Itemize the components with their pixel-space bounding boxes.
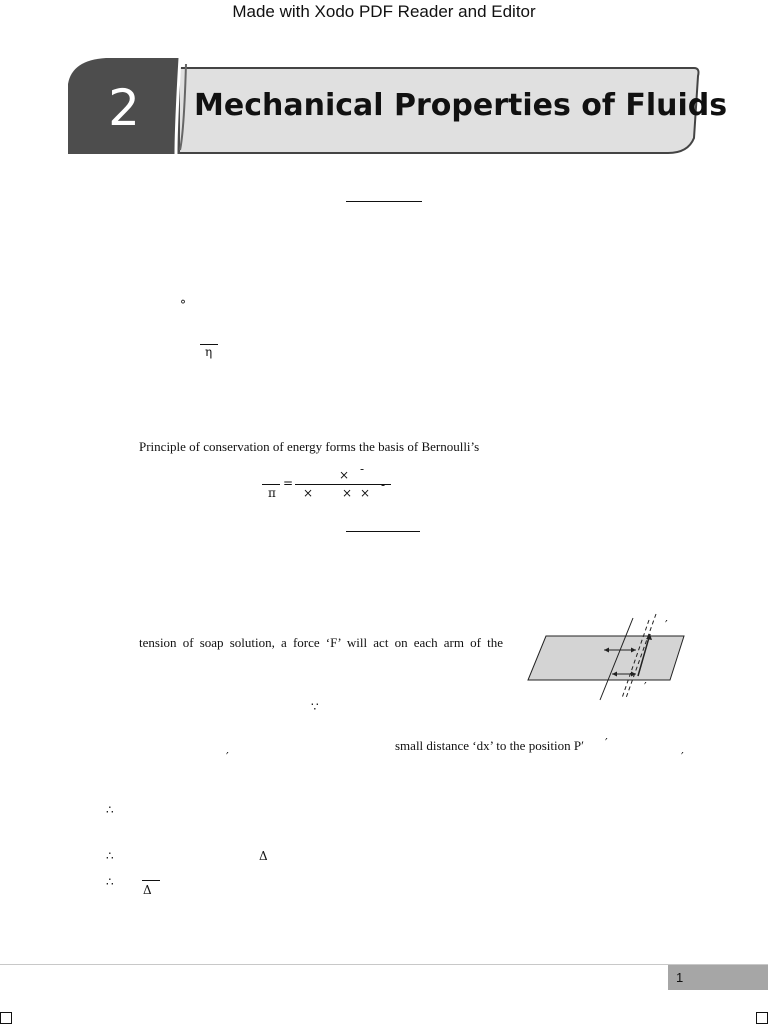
section-rule-middle (346, 531, 420, 532)
therefore-symbol-2: ∴ (106, 849, 114, 863)
times-sign-den-2: × (342, 486, 353, 500)
footer-rule (0, 964, 768, 965)
prime-mark-diagram-top: ′ (665, 618, 668, 632)
prime-mark-2: ′ (226, 750, 229, 764)
delta-symbol-2: Δ (143, 883, 152, 897)
watermark: Made with Xodo PDF Reader and Editor (232, 2, 536, 21)
page-number-box (668, 965, 768, 990)
soap-film-frame-diagram (526, 612, 686, 712)
fraction-bar-delta (142, 880, 160, 881)
equals-sign: = (283, 476, 294, 490)
delta-symbol-1: Δ (259, 849, 268, 863)
pi-symbol: π (268, 486, 276, 500)
times-sign-num: × (339, 468, 350, 482)
prime-mark-3: ′ (681, 750, 684, 764)
small-distance-text: small distance ‘dx’ to the position P′ (395, 738, 584, 753)
times-sign-den-1: × (303, 486, 314, 500)
therefore-symbol-3: ∴ (106, 875, 114, 889)
minus-sign-den: - (381, 478, 386, 492)
corner-box-right (756, 1012, 768, 1024)
fraction-bar-right (295, 484, 391, 485)
times-sign-den-3: × (360, 486, 371, 500)
page-number: 1 (676, 970, 684, 985)
bernoulli-basis-text: Principle of conservation of energy forms the basis of Bernoulli’s (139, 439, 480, 454)
soap-tension-text: tension of soap solution, a force ‘F’ will act on each arm of the (139, 635, 503, 650)
section-rule-top (346, 201, 422, 202)
because-symbol: ∵ (311, 700, 319, 714)
minus-sign-num: - (360, 462, 365, 476)
therefore-symbol-1: ∴ (106, 803, 114, 817)
prime-mark-1: ′ (605, 736, 608, 750)
eta-symbol: η (205, 345, 213, 359)
corner-box-left (0, 1012, 12, 1024)
degree-symbol: ° (180, 298, 186, 312)
fraction-bar-left (262, 484, 280, 485)
chapter-title: Mechanical Properties of Fluids (194, 88, 728, 123)
chapter-number: 2 (108, 79, 140, 137)
prime-mark-diagram-bottom: ′ (644, 680, 647, 694)
